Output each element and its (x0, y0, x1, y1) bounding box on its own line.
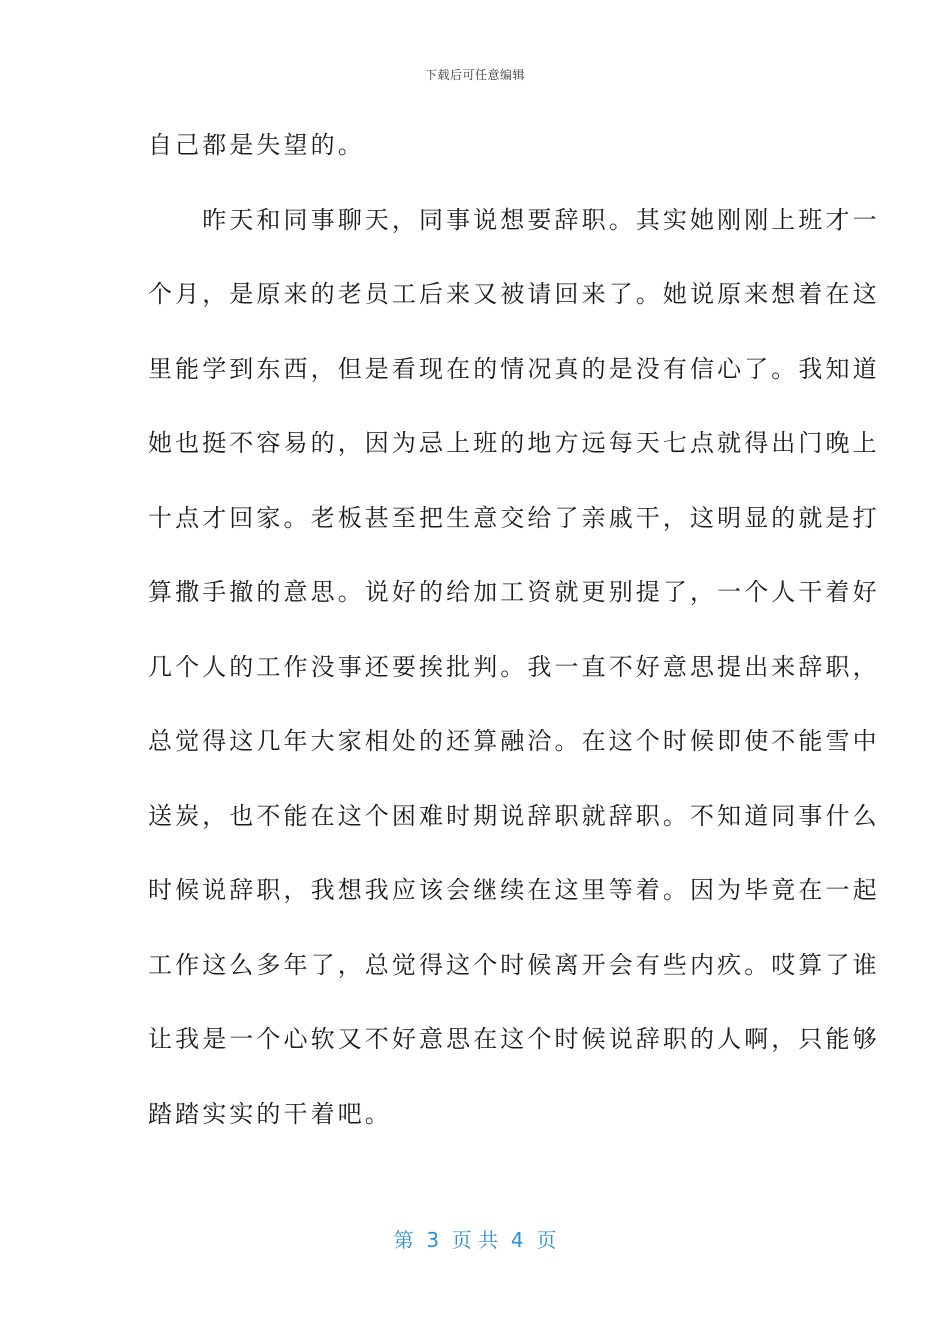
text-line: 十点才回家。老板甚至把生意交给了亲戚干，这明显的就是打 (148, 503, 880, 532)
text-line: 里能学到东西，但是看现在的情况真的是没有信心了。我知道 (148, 354, 880, 383)
text-line: 总觉得这几年大家相处的还算融洽。在这个时候即使不能雪中 (148, 727, 880, 755)
text-line: 踏踏实实的干着吧。 (148, 1099, 392, 1128)
document-body (148, 120, 880, 1163)
text-line: 算撒手撤的意思。说好的给加工资就更别提了，一个人干着好 (148, 578, 880, 606)
page-number-footer: 第 3 页 共 4 页 (393, 1228, 557, 1252)
text-line: 几个人的工作没事还要挨批判。我一直不好意思提出来辞职， (148, 652, 880, 681)
text-line: 时候说辞职，我想我应该会继续在这里等着。因为毕竟在一起 (148, 876, 880, 904)
text-line: 她也挺不容易的，因为忌上班的地方远每天七点就得出门晚上 (148, 429, 880, 457)
text-line: 昨天和同事聊天，同事说想要辞职。其实她刚刚上班才一 (148, 205, 880, 234)
header-note: 下载后可任意编辑 (424, 68, 525, 82)
text-line: 自己都是失望的。 (148, 131, 365, 159)
text-line: 个月，是原来的老员工后来又被请回来了。她说原来想着在这 (148, 280, 880, 308)
text-line: 让我是一个心软又不好意思在这个时候说辞职的人啊，只能够 (148, 1025, 880, 1053)
text-line: 送炭，也不能在这个困难时期说辞职就辞职。不知道同事什么 (148, 801, 880, 830)
text-line: 工作这么多年了，总觉得这个时候离开会有些内疚。哎算了谁 (148, 950, 880, 979)
